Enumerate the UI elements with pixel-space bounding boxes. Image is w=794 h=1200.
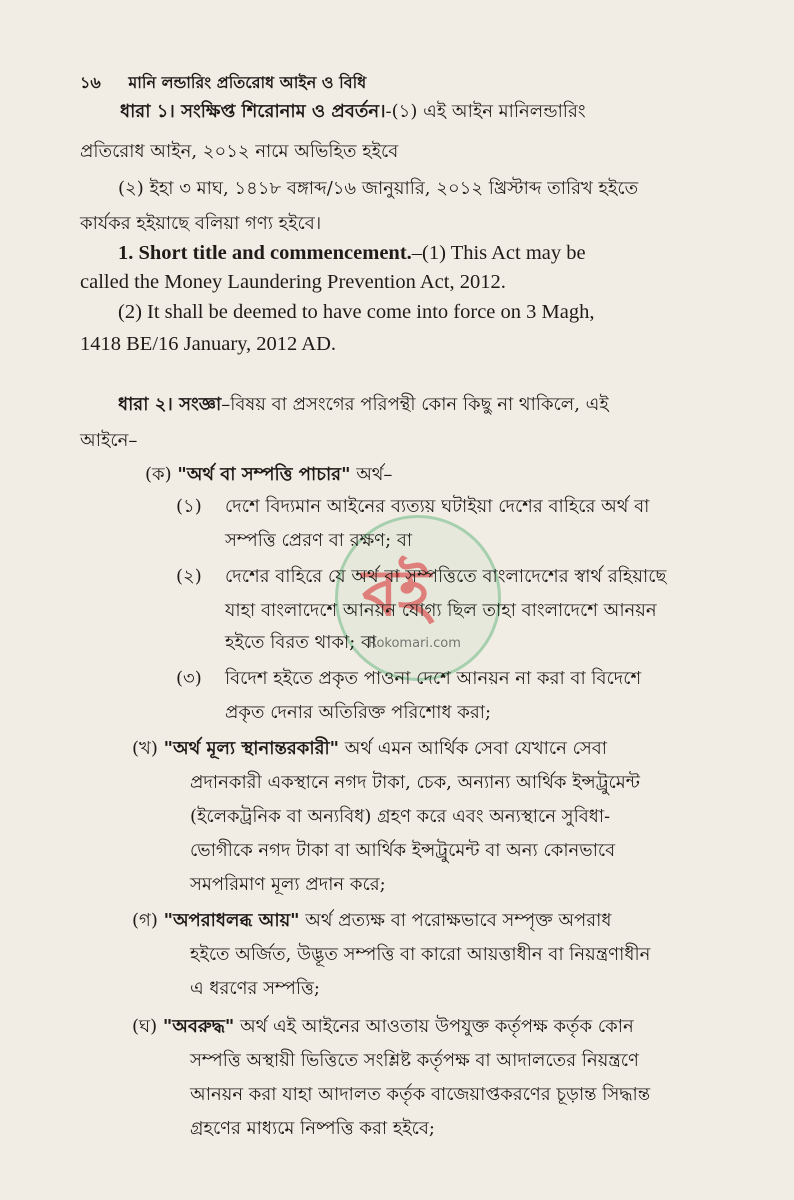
clause-kha-line4: ভোগীকে নগদ টাকা বা আর্থিক ইন্সট্রুমেন্ট বা অন্য কোনভাবে xyxy=(190,840,616,861)
section2-label: ধারা ২। সংজ্ঞা xyxy=(118,394,222,415)
section1-bn-line4: কার্যকর হইয়াছে বলিয়া গণ্য হইবে। xyxy=(80,213,322,234)
subclause-2-line3: হইতে বিরত থাকা; বা xyxy=(225,632,377,653)
running-header xyxy=(80,70,366,97)
section2-line2: আইনে– xyxy=(80,430,138,451)
clause-gha: (ঘ) "অবরুদ্ধ" অর্থ এই আইনের আওতায় উপযুক্ত কর্তৃপক্ষ কর্তৃক কোন xyxy=(132,1016,634,1037)
watermark-logo: বই xyxy=(362,556,431,631)
section1-bn-line2: প্রতিরোধ আইন, ২০১২ নামে অভিহিত হইবে xyxy=(80,141,399,162)
section1-bn-line3: (২) ইহা ৩ মাঘ, ১৪১৮ বঙ্গাব্দ/১৬ জানুয়ারি, ২০১২ খ্রিস্টাব্দ তারিখ হইতে xyxy=(118,178,639,199)
subclause-2-line2: যাহা বাংলাদেশে আনয়ন যোগ্য ছিল তাহা বাংলাদেশে আনয়ন xyxy=(225,600,657,621)
section2-line1: ধারা ২। সংজ্ঞা–বিষয় বা প্রসংগের পরিপন্থী কোন কিছু না থাকিলে, এই xyxy=(118,394,609,415)
clause-ga-line2: হইতে অর্জিত, উদ্ভূত সম্পত্তি বা কারো আয়ত্তাধীন বা নিয়ন্ত্রণাধীন xyxy=(190,944,651,965)
subclause-1-line1: দেশে বিদ্যমান আইনের ব্যত্যয় ঘটাইয়া দেশের বাহিরে অর্থ বা xyxy=(225,496,650,517)
running-title: মানি লন্ডারিং প্রতিরোধ আইন ও বিধি xyxy=(128,73,367,92)
subclause-1-line2: সম্পত্তি প্রেরণ বা রক্ষণ; বা xyxy=(225,530,413,551)
clause-gha-line4: গ্রহণের মাধ্যমে নিষ্পত্তি করা হইবে; xyxy=(190,1118,435,1139)
watermark-url: Rokomari.com xyxy=(368,636,461,651)
clause-gha-mark: (ঘ) xyxy=(132,1016,158,1037)
clause-ka: (ক) "অর্থ বা সম্পত্তি পাচার" অর্থ– xyxy=(145,464,393,485)
clause-kha-mark: (খ) xyxy=(132,738,158,759)
clause-ga-term: "অপরাধলব্ধ আয়" xyxy=(163,910,300,931)
clause-ka-term: "অর্থ বা সম্পত্তি পাচার" xyxy=(177,464,351,485)
subclause-2-num: (২) xyxy=(176,566,202,587)
clause-kha-term: "অর্থ মূল্য স্থানান্তরকারী" xyxy=(163,738,340,759)
clause-gha-line2: সম্পত্তি অস্থায়ী ভিত্তিতে সংশ্লিষ্ট কর্তৃপক্ষ বা আদালতের নিয়ন্ত্রণে xyxy=(190,1050,639,1071)
clause-ga-mark: (গ) xyxy=(132,910,158,931)
section1-bn-line1: ধারা ১। সংক্ষিপ্ত শিরোনাম ও প্রবর্তন।-(১) এই আইন মানিলন্ডারিং xyxy=(120,101,586,122)
clause-ga: (গ) "অপরাধলব্ধ আয়" অর্থ প্রত্যক্ষ বা পরোক্ষভাবে সম্পৃক্ত অপরাধ xyxy=(132,910,612,931)
section1-en-heading: 1. Short title and commencement. xyxy=(118,242,412,264)
clause-ga-line3: এ ধরণের সম্পত্তি; xyxy=(190,978,320,999)
section1-en-line4: 1418 BE/16 January, 2012 AD. xyxy=(80,333,337,355)
clause-kha-line2: প্রদানকারী একস্থানে নগদ টাকা, চেক, অন্যান্য আর্থিক ইন্সট্রুমেন্ট xyxy=(190,772,640,793)
section1-en-line3: (2) It shall be deemed to have come into force on 3 Magh, xyxy=(118,301,595,323)
section1-bn-label: ধারা ১। সংক্ষিপ্ত শিরোনাম ও প্রবর্তন। xyxy=(120,101,386,122)
section1-en-line1: 1. Short title and commencement.–(1) This Act may be xyxy=(118,242,586,264)
clause-gha-term: "অবরুদ্ধ" xyxy=(162,1016,235,1037)
clause-kha-line5: সমপরিমাণ মূল্য প্রদান করে; xyxy=(190,874,386,895)
subclause-3-line2: প্রকৃত দেনার অতিরিক্ত পরিশোধ করা; xyxy=(225,702,492,723)
subclause-2-line1: দেশের বাহিরে যে অর্থ বা সম্পত্তিতে বাংলাদেশের স্বার্থ রহিয়াছে xyxy=(225,566,667,587)
page-number: ১৬ xyxy=(80,73,101,92)
clause-kha: (খ) "অর্থ মূল্য স্থানান্তরকারী" অর্থ এমন আর্থিক সেবা যেখানে সেবা xyxy=(132,738,608,759)
clause-ka-mark: (ক) xyxy=(145,464,172,485)
section1-en-line2: called the Money Laundering Prevention Act, 2012. xyxy=(80,271,506,293)
subclause-1-num: (১) xyxy=(176,496,202,517)
clause-gha-line3: আনয়ন করা যাহা আদালত কর্তৃক বাজেয়াপ্তকরণের চূড়ান্ত সিদ্ধান্ত xyxy=(190,1084,651,1105)
clause-kha-line3: (ইলেকট্রনিক বা অন্যবিধ) গ্রহণ করে এবং অন্যস্থানে সুবিধা- xyxy=(190,806,611,827)
subclause-3-num: (৩) xyxy=(176,668,202,689)
subclause-3-line1: বিদেশ হইতে প্রকৃত পাওনা দেশে আনয়ন না করা বা বিদেশে xyxy=(225,668,642,689)
